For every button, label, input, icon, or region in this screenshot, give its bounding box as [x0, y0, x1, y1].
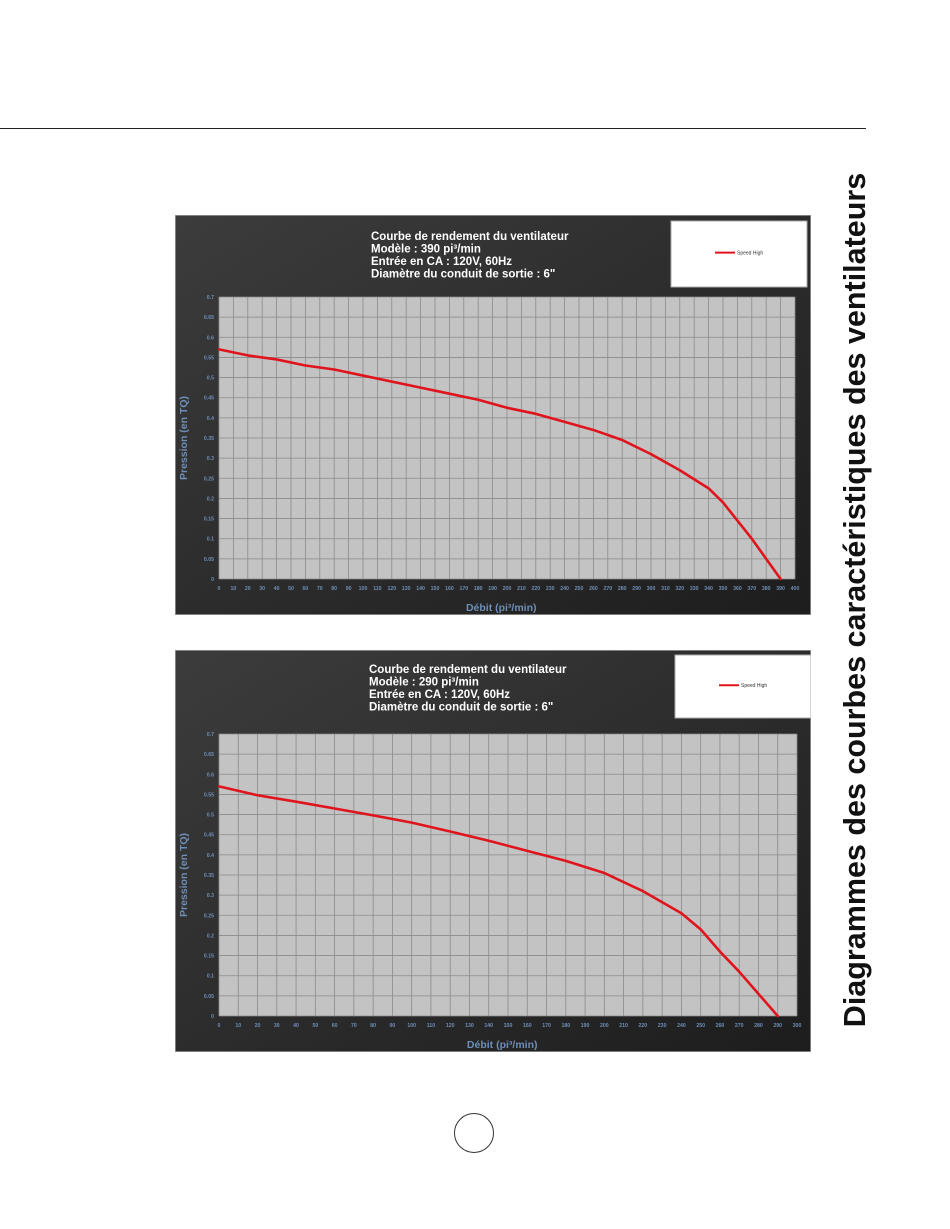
x-tick-label: 130 [401, 586, 411, 592]
x-tick-label: 400 [790, 586, 800, 592]
x-tick-label: 350 [718, 586, 728, 592]
x-tick-label: 0 [217, 1023, 221, 1029]
x-tick-label: 220 [531, 586, 541, 592]
y-tick-label: 0.3 [206, 456, 214, 463]
x-tick-label: 80 [331, 586, 338, 592]
x-tick-label: 150 [503, 1023, 513, 1029]
x-tick-label: 150 [430, 586, 440, 592]
y-tick-label: 0.4 [206, 852, 214, 859]
chart-title-line: Courbe de rendement du ventilateur [369, 664, 567, 676]
y-tick-label: 0.05 [203, 993, 214, 1000]
x-tick-label: 340 [704, 586, 713, 592]
x-tick-label: 280 [617, 586, 627, 592]
y-tick-label: 0.45 [203, 832, 214, 839]
y-tick-label: 0.65 [203, 315, 214, 322]
y-axis-label: Pression (en TQ) [178, 395, 190, 481]
x-tick-label: 50 [288, 586, 294, 592]
chart-title-line: Modèle : 390 pi³/min [371, 243, 481, 256]
x-tick-label: 330 [689, 586, 699, 592]
x-tick-label: 240 [560, 586, 569, 592]
x-tick-label: 140 [484, 1023, 494, 1029]
y-tick-label: 0.1 [206, 536, 214, 543]
y-axis-label: Pression (en TQ) [178, 832, 190, 918]
chart-title-line: Entrée en CA : 120V, 60Hz [371, 256, 513, 268]
x-tick-label: 270 [603, 586, 613, 592]
x-tick-label: 100 [407, 1023, 416, 1029]
chart-panel-290 [175, 650, 811, 1052]
y-tick-label: 0.5 [206, 375, 214, 382]
x-tick-label: 360 [733, 586, 742, 592]
legend-label: Speed High [741, 683, 768, 690]
x-tick-label: 170 [459, 586, 469, 592]
y-tick-label: 0.3 [206, 893, 214, 900]
x-tick-label: 20 [244, 586, 251, 592]
x-tick-label: 130 [465, 1023, 474, 1029]
x-tick-label: 160 [445, 586, 454, 592]
y-tick-label: 0.05 [203, 556, 214, 563]
x-tick-label: 50 [312, 1023, 319, 1029]
y-tick-label: 0.55 [203, 355, 214, 362]
y-tick-label: 0.2 [206, 933, 214, 940]
fan-curve-chart-390 [175, 215, 811, 615]
chart-title-line: Diamètre du conduit de sortie : 6" [371, 268, 556, 281]
x-tick-label: 310 [661, 586, 670, 592]
x-tick-label: 200 [600, 1023, 609, 1029]
y-tick-label: 0.2 [206, 496, 214, 503]
x-tick-label: 10 [235, 1023, 242, 1029]
x-tick-label: 60 [302, 586, 309, 592]
x-tick-label: 300 [792, 1023, 802, 1029]
chart-title-line: Modèle : 290 pi³/min [369, 676, 479, 689]
x-tick-label: 230 [657, 1023, 667, 1029]
chart-title-line: Diamètre du conduit de sortie : 6" [369, 701, 554, 714]
x-axis-label: Débit (pi³/min) [466, 1039, 538, 1051]
x-tick-label: 300 [646, 586, 656, 592]
x-axis-label: Débit (pi³/min) [465, 602, 537, 614]
y-tick-label: 0.25 [203, 476, 214, 483]
y-tick-label: 0 [211, 1014, 214, 1020]
x-tick-label: 70 [350, 1023, 357, 1029]
x-tick-label: 120 [445, 1023, 455, 1029]
x-tick-label: 160 [522, 1023, 532, 1029]
x-tick-label: 250 [574, 586, 584, 592]
x-tick-label: 220 [638, 1023, 648, 1029]
x-tick-label: 190 [488, 586, 497, 592]
x-tick-label: 230 [545, 586, 555, 592]
y-tick-label: 0.4 [206, 415, 214, 422]
x-tick-label: 370 [747, 586, 757, 592]
x-tick-label: 260 [715, 1023, 725, 1029]
legend-label: Speed High [737, 250, 764, 257]
y-tick-label: 0.7 [206, 732, 214, 738]
x-tick-label: 180 [473, 586, 483, 592]
x-tick-label: 320 [675, 586, 685, 592]
chart-title-line: Entrée en CA : 120V, 60Hz [369, 689, 511, 701]
x-tick-label: 30 [259, 586, 266, 592]
x-tick-label: 290 [632, 586, 641, 592]
y-tick-label: 0.55 [203, 792, 214, 799]
x-tick-label: 270 [734, 1023, 744, 1029]
x-tick-label: 190 [580, 1023, 590, 1029]
x-tick-label: 20 [254, 1023, 261, 1029]
y-tick-label: 0.15 [203, 953, 214, 960]
header-rule [0, 128, 866, 129]
page-number-circle [454, 1113, 494, 1153]
x-tick-label: 290 [773, 1023, 783, 1029]
x-tick-label: 0 [217, 586, 221, 592]
x-tick-label: 390 [776, 586, 785, 592]
x-tick-label: 110 [426, 1023, 436, 1029]
y-tick-label: 0.45 [203, 395, 214, 402]
y-tick-label: 0 [211, 577, 214, 583]
x-tick-label: 120 [387, 586, 397, 592]
x-tick-label: 240 [677, 1023, 686, 1029]
x-tick-label: 180 [561, 1023, 571, 1029]
chart-panel-390 [175, 215, 811, 615]
x-tick-label: 170 [542, 1023, 551, 1029]
x-tick-label: 40 [273, 586, 280, 592]
x-tick-label: 280 [754, 1023, 763, 1029]
x-tick-label: 260 [589, 586, 598, 592]
chart-title-line: Courbe de rendement du ventilateur [371, 231, 569, 243]
x-tick-label: 30 [273, 1023, 280, 1029]
x-tick-label: 250 [696, 1023, 705, 1029]
x-tick-label: 60 [331, 1023, 338, 1029]
fan-curve-chart-290 [175, 650, 811, 1052]
x-tick-label: 140 [416, 586, 425, 592]
x-tick-label: 40 [293, 1023, 299, 1029]
x-tick-label: 380 [761, 586, 771, 592]
x-tick-label: 210 [619, 1023, 628, 1029]
y-tick-label: 0.25 [203, 913, 214, 920]
y-tick-label: 0.15 [203, 516, 214, 523]
y-tick-label: 0.5 [206, 812, 214, 819]
page-side-title: Diagrammes des courbes caractéristiques des ventilateurs [838, 172, 872, 1028]
x-tick-label: 10 [230, 586, 237, 592]
y-tick-label: 0.7 [206, 295, 214, 301]
x-tick-label: 210 [517, 586, 526, 592]
x-tick-label: 100 [358, 586, 368, 592]
y-tick-label: 0.35 [203, 436, 214, 442]
x-tick-label: 90 [345, 586, 352, 592]
x-tick-label: 80 [370, 1023, 377, 1029]
x-tick-label: 200 [502, 586, 512, 592]
y-tick-label: 0.1 [206, 973, 214, 980]
x-tick-label: 70 [316, 586, 323, 592]
x-tick-label: 110 [373, 586, 382, 592]
x-tick-label: 90 [389, 1023, 396, 1029]
y-tick-label: 0.65 [203, 752, 214, 759]
y-tick-label: 0.6 [206, 772, 214, 779]
y-tick-label: 0.35 [203, 873, 214, 879]
y-tick-label: 0.6 [206, 335, 214, 342]
